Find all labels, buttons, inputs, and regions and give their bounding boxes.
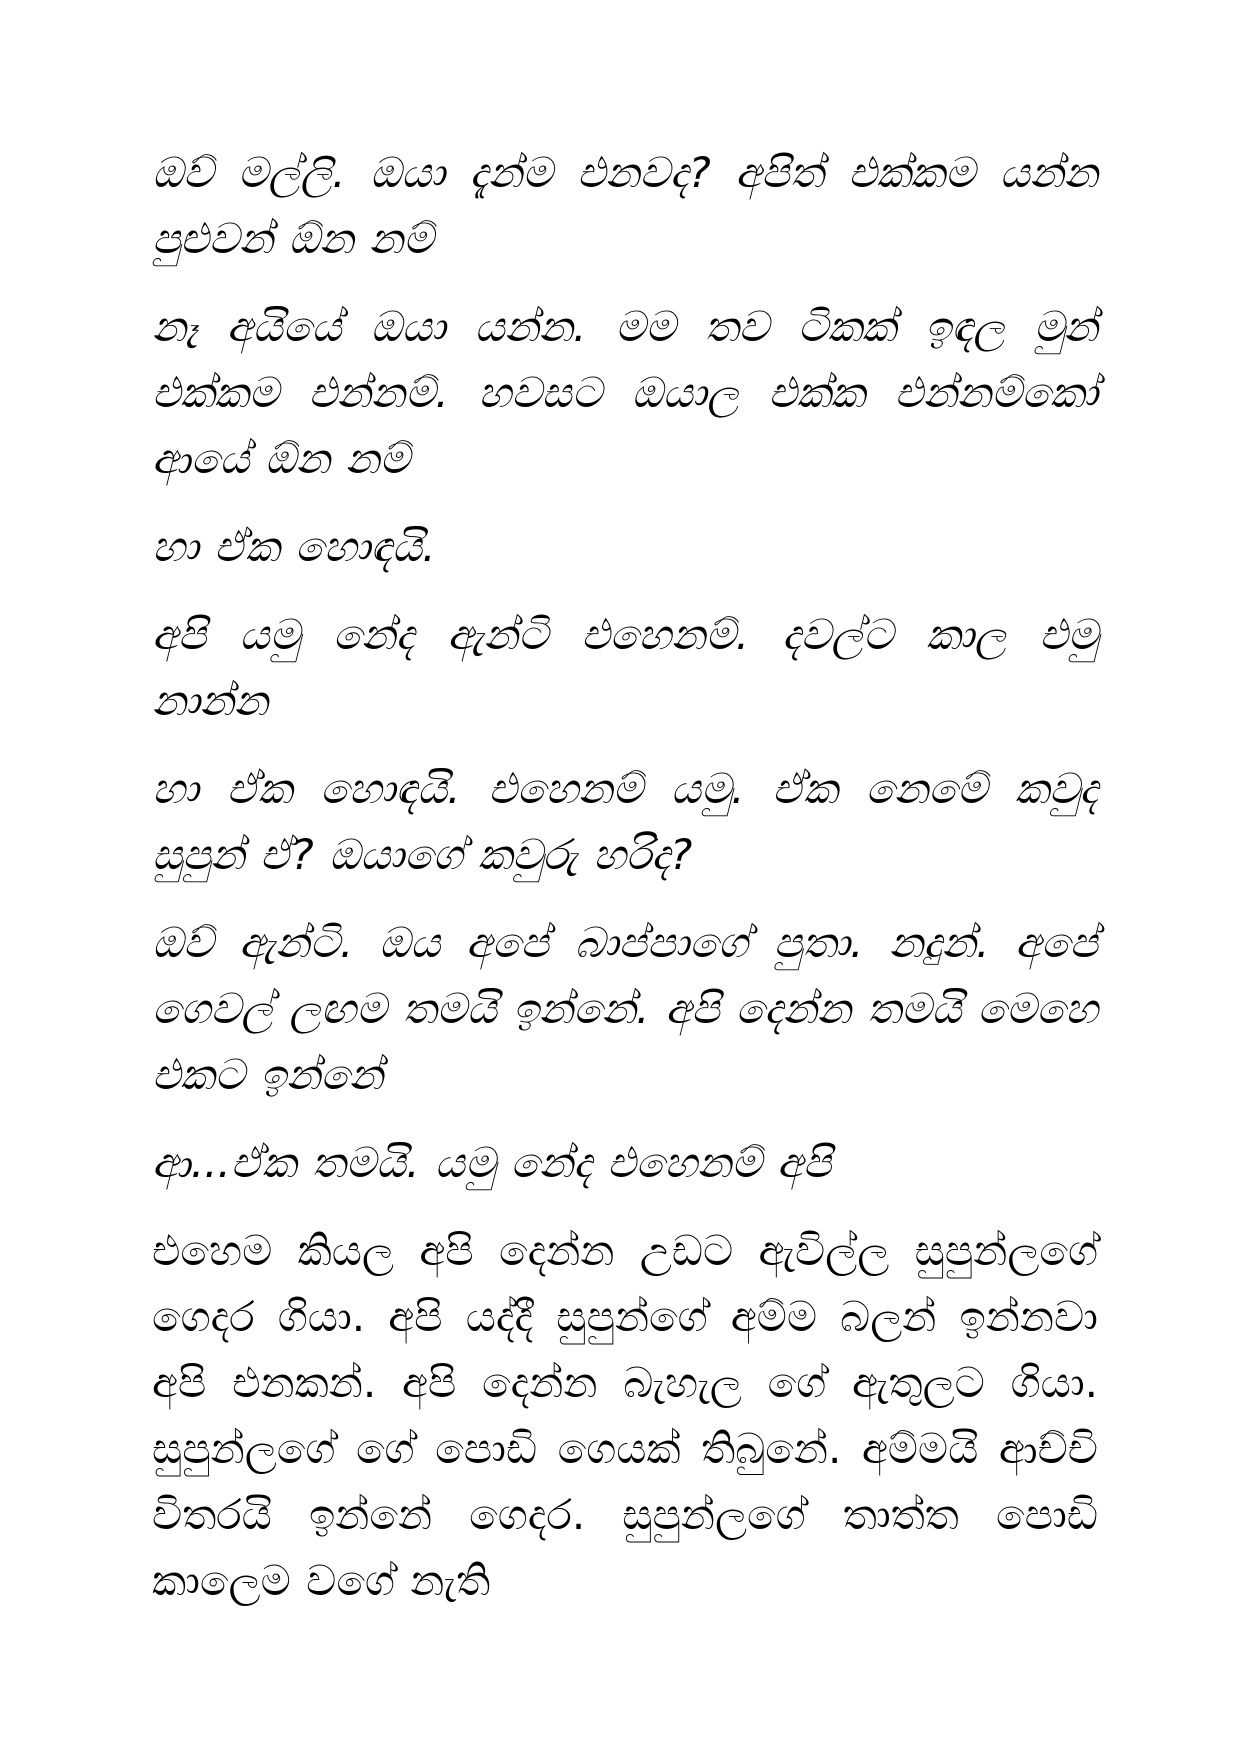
- narrative-paragraph: එහෙම කියල අපි දෙන්න උඩට ඇවිල්ල සුපුන්ලගේ ගෙදර ගියා. අපි යද්දී සුපුන්ගේ අම්ම බලන් ඉන්නවා අපි එනකන්. අපි දෙන්න බැහැල ගේ ඇතුලට ගියා. සුපුන්ලගේ ගේ පොඩි ගෙයක් තිබුනේ. අම්මයි ආච්චි විතරයි ඉන්නේ ගෙදර. සුපුන්ලගේ තාත්ත පොඩි කාලෙම වගේ නැති: [152, 1226, 1098, 1605]
- dialogue-paragraph: හා ඒක හොඳයි.: [152, 522, 436, 571]
- dialogue-paragraph: නෑ අයියේ ඔයා යන්න. මම තව ටිකක් ඉඳල මුන් එක්කම එන්නම්. හවසට ඔයාල එක්ක එන්නම්කෝ ආයේ ඕන නම්: [152, 302, 1098, 483]
- dialogue-paragraph: අපි යමු නේද ඇන්ටි එහෙනම්. දවල්ට කාල එමු නාන්න: [152, 610, 1098, 725]
- dialogue-paragraph: ඔව් මල්ලි. ඔයා දැන්ම එනවද? අපිත් එක්කම යන්න පුළුවන් ඕන නම්: [152, 148, 1098, 263]
- dialogue-paragraph: හා ඒක හොඳයි. එහෙනම් යමු. ඒක නෙමේ කවුද සුපුන් ඒ? ඔයාගේ කවුරු හරිද?: [152, 764, 1098, 879]
- story-text: [152, 140, 1098, 1614]
- dialogue-paragraph: ඔව් ඇන්ටි. ඔය අපේ බාප්පාගේ පුතා. නදුන්. අපේ ගෙවල් ලඟම තමයි ඉන්නේ. අපි දෙන්න තමයි මෙහෙ එකට ඉන්නේ: [152, 918, 1098, 1099]
- dialogue-paragraph: ආ...ඒක තමයි. යමු නේද එහෙනම් අපි: [152, 1138, 832, 1187]
